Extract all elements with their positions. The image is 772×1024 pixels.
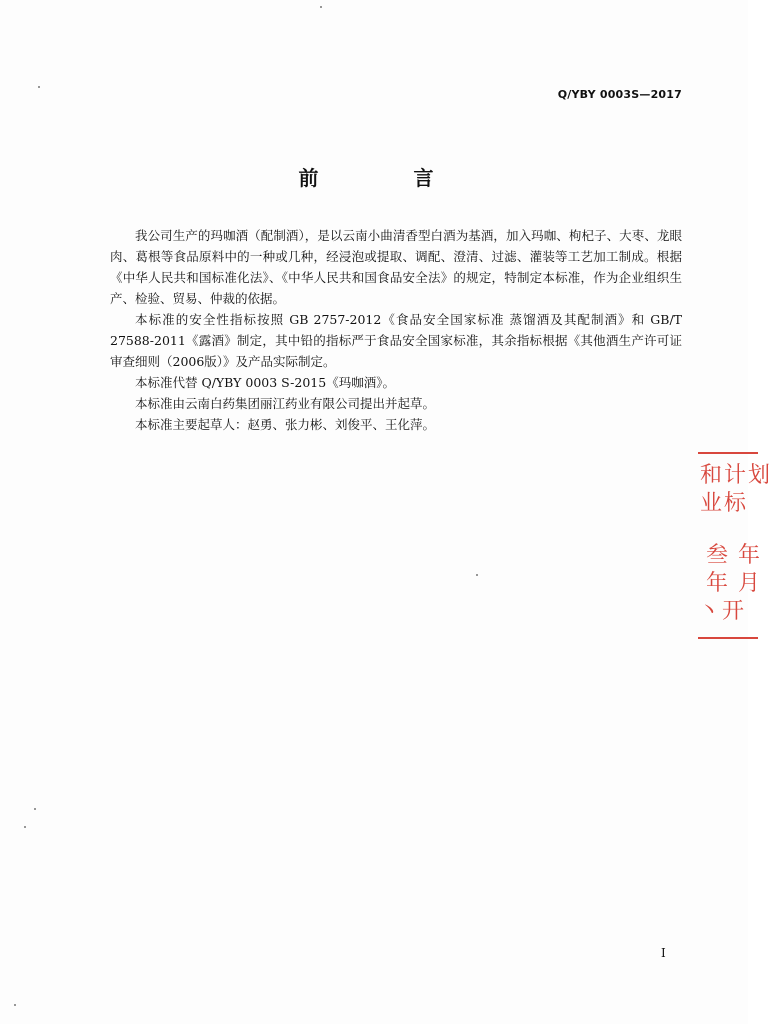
stamp-border-top (698, 452, 758, 454)
standard-code: Q/YBY 0003S—2017 (557, 88, 682, 101)
paragraph-proposer: 本标准由云南白药集团丽江药业有限公司提出并起草。 (135, 396, 436, 411)
stamp-text-line-3: 叁年 (706, 543, 771, 568)
paragraph-replaces: 本标准代替 Q/YBY 0003 S-2015《玛咖酒》。 (135, 375, 395, 390)
page-title: 前 言 (298, 166, 478, 190)
stamp-text-line-5: 丶开 (698, 599, 747, 624)
paragraph-intro: 我公司生产的玛咖酒（配制酒），是以云南小曲清香型白酒为基酒，加入玛咖、枸杞子、大枣、龙眼肉、葛根等食品原料中的一种或几种，经浸泡或提取、调配、澄清、过滤、灌装等工艺加工制成。根据《中华人民共和国标准化法》、《中华人民共和国食品安全法》的规定，特制定本标准，作为企业组织生产、检验、贸易、仲裁的依据。 (110, 228, 682, 306)
stamp-border-bottom (698, 637, 758, 639)
scan-speck (38, 86, 40, 88)
scan-speck (320, 6, 322, 8)
page-number: I (661, 946, 666, 960)
scan-speck (476, 574, 478, 576)
scan-speck (14, 1004, 16, 1006)
red-seal-stamp (698, 452, 772, 642)
paragraph-drafters: 本标准主要起草人：赵勇、张力彬、刘俊平、王化萍。 (135, 417, 436, 432)
scan-speck (34, 808, 36, 810)
stamp-text-line-2: 业标 (700, 491, 749, 516)
paragraph-safety-indicators: 本标准的安全性指标按照 GB 2757-2012《食品安全国家标准 蒸馏酒及其配制酒》和 GB/T 27588-2011《露酒》制定，其中铅的指标严于食品安全国家标准，其余指标根据《其他酒生产许可证审查细则（2006版）》及产品实际制定。 (110, 312, 682, 369)
foreword-body (110, 225, 682, 435)
scan-speck (24, 826, 26, 828)
stamp-text-line-1: 和计划 (700, 463, 772, 488)
stamp-text-line-4: 年月 (706, 571, 771, 596)
